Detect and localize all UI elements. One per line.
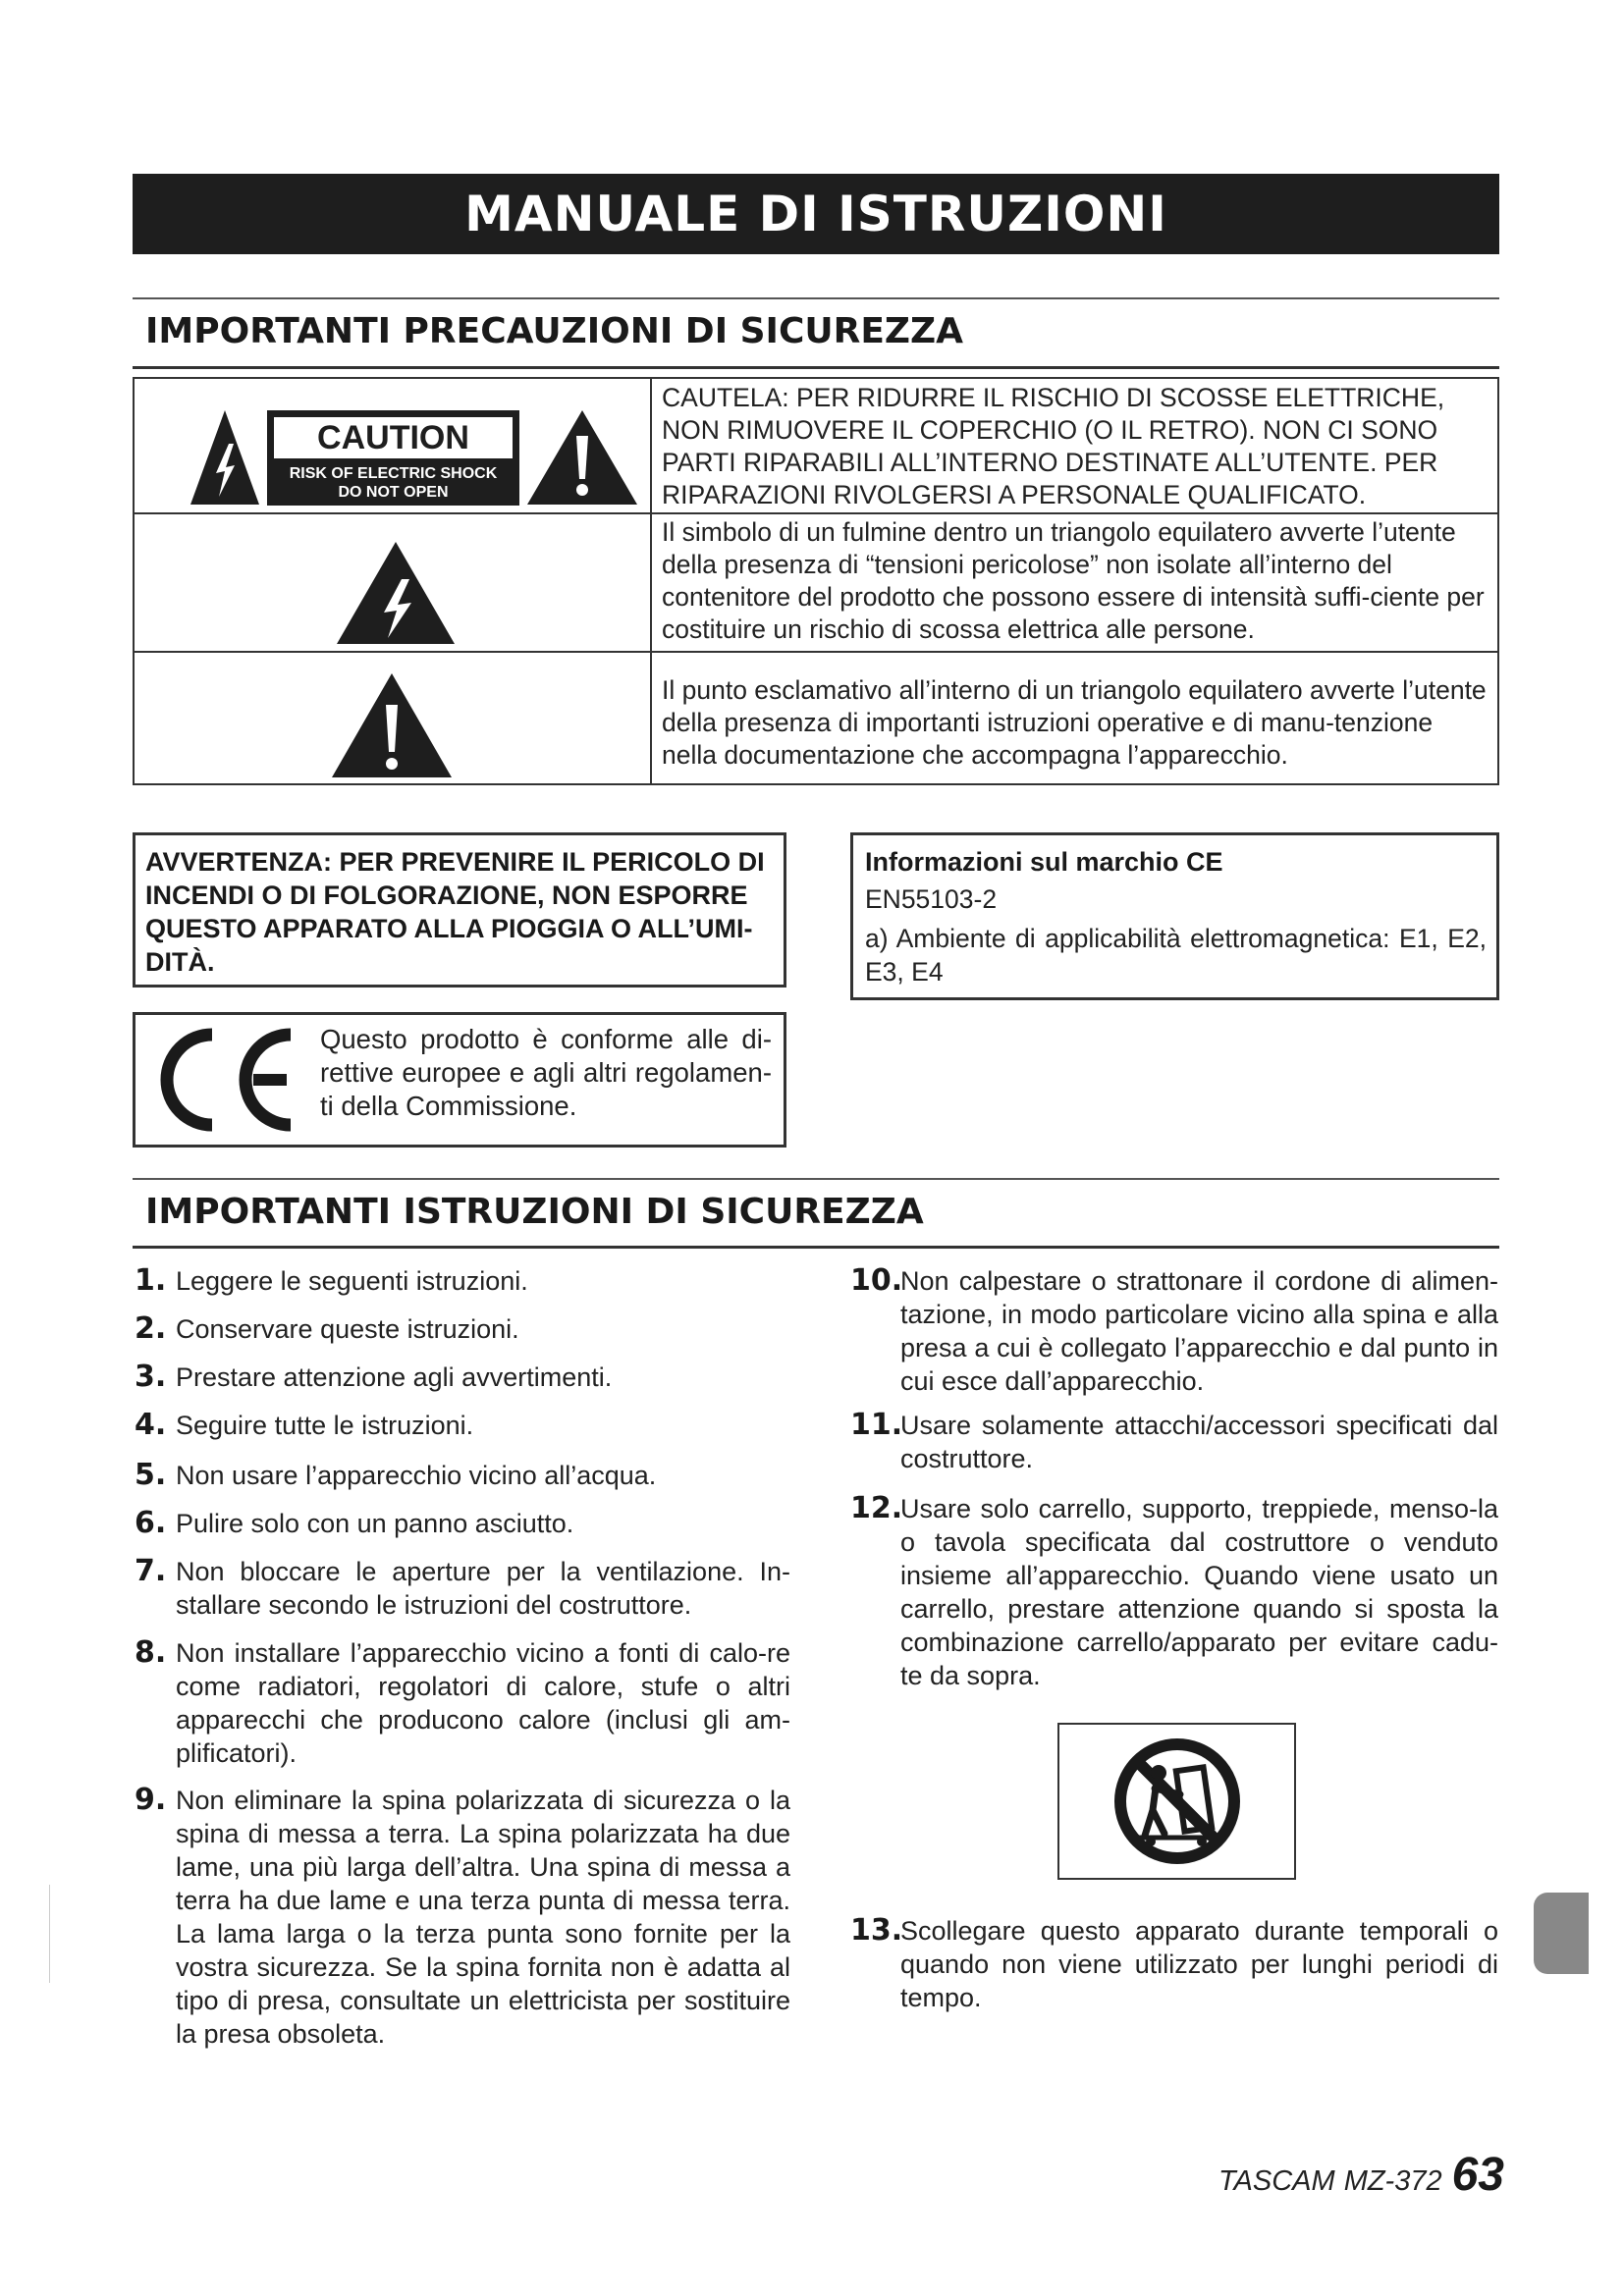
caution-sign	[267, 410, 519, 506]
list-item: 8. Non installare l’apparecchio vicino a fonti di calo-re come radiatori, regolatori di calore, stufe o altri apparecchi che producono calore (inclusi gli am-plificatori).	[135, 1635, 790, 1768]
exclamation-row	[135, 653, 1497, 785]
list-item: 13. Scollegare questo apparato durante temporali o quando non viene utilizzato per lunghi periodi di tempo.	[850, 1913, 1498, 2012]
list-item: 2. Conservare queste istruzioni.	[135, 1311, 519, 1346]
list-item: 11. Usare solamente attacchi/accessori specificati dal costruttore.	[850, 1408, 1498, 1473]
exclamation-triangle-icon	[525, 408, 639, 507]
caution-row	[135, 379, 1497, 514]
list-item: 10. Non calpestare o strattonare il cordone di alimen-tazione, in modo particolare vicino alla spina e alla presa a cui è collegato l’apparecchio e dal punto in cui esce dall’apparecchio.	[850, 1263, 1498, 1396]
list-item: 5. Non usare l’apparecchio vicino all’acqua.	[135, 1458, 657, 1492]
ce-info-standard: EN55103-2	[865, 884, 998, 914]
caution-symbols-cell	[135, 379, 652, 512]
list-item: 12. Usare solo carrello, supporto, treppiede, menso-la o tavola specificata dal costruttore o venduto insieme all’apparecchio. Quando viene usato un carrello, prestare attenzione quando si sposta la combinazione carrello/apparato per evitare cadu-te da sopra.	[850, 1491, 1498, 1690]
list-item: 6. Pulire solo con un panno asciutto.	[135, 1506, 574, 1540]
caution-sign-title: CAUTION	[274, 417, 513, 458]
warning-box	[133, 832, 786, 988]
precautions-heading: IMPORTANTI PRECAUZIONI DI SICUREZZA	[133, 297, 1499, 369]
list-item: 3. Prestare attenzione agli avvertimenti.	[135, 1360, 613, 1394]
caution-sign-subtitle: RISK OF ELECTRIC SHOCK DO NOT OPEN	[289, 465, 498, 501]
footer-model: MZ-372	[1343, 2165, 1442, 2197]
exclamation-triangle-icon	[330, 671, 454, 779]
chapter-tab	[1534, 1893, 1589, 1974]
warning-text: AVVERTENZA: PER PREVENIRE IL PERICOLO DI INCENDI O DI FOLGORAZIONE, NON ESPORRE QUESTO APPARATO ALLA PIOGGIA O ALL’UMI-DITÀ.	[145, 847, 765, 977]
cart-tipping-warning-icon	[1108, 1734, 1247, 1869]
cart-warning-box	[1057, 1723, 1296, 1880]
lightning-row	[135, 514, 1497, 653]
caution-table	[133, 377, 1499, 785]
page-footer	[1218, 2148, 1504, 2202]
instructions-heading: IMPORTANTI ISTRUZIONI DI SICUREZZA	[133, 1178, 1499, 1249]
caution-text: CAUTELA: PER RIDURRE IL RISCHIO DI SCOSSE ELETTRICHE, NON RIMUOVERE IL COPERCHIO (O IL RETRO). NON CI SONO PARTI RIPARABILI ALL’INTERNO DESTINATE ALL’UTENTE. PER RIPARAZIONI RIVOLGERSI A PERSONALE QUALIFICATO.	[662, 383, 1445, 509]
margin-line	[49, 1885, 50, 1983]
ce-info-box	[850, 832, 1499, 1000]
page-title: MANUALE DI ISTRUZIONI	[464, 186, 1167, 242]
page-title-bar	[133, 174, 1499, 254]
lightning-text: Il simbolo di un fulmine dentro un triangolo equilatero avverte l’utente della presenza di “tensioni pericolose” non isolate all’interno del contenitore del prodotto che possono essere di intensità suffi-ciente per costituire un rischio di scossa elettrica alle persone.	[662, 517, 1485, 644]
ce-info-environment: a) Ambiente di applicabilità elettromagnetica: E1, E2, E3, E4	[865, 924, 1487, 987]
list-item: 1. Leggere le seguenti istruzioni.	[135, 1263, 528, 1298]
ce-conformity-text: Questo prodotto è conforme alle di-rettive europee e agli altri regolamen-ti della Commissione.	[320, 1024, 772, 1121]
lightning-triangle-icon	[335, 540, 457, 646]
list-item: 7. Non bloccare le aperture per la ventilazione. In-stallare secondo le istruzioni del costruttore.	[135, 1554, 790, 1620]
list-item: 9. Non eliminare la spina polarizzata di sicurezza o la spina di messa a terra. La spina polarizzata ha due lame, una più larga dell’altra. Una spina di messa a terra ha due lame e una terza punta di messa terra. La lama larga o la terza punta sono fornite per la vostra sicurezza. Se la spina fornita non è adatta al tipo di presa, consultate un elettricista per sostituire la presa obsoleta.	[135, 1783, 790, 2049]
page-number: 63	[1451, 2149, 1504, 2201]
footer-brand: TASCAM	[1218, 2165, 1335, 2197]
list-item: 4. Seguire tutte le istruzioni.	[135, 1408, 474, 1442]
ce-info-heading: Informazioni sul marchio CE	[865, 847, 1223, 877]
ce-conformity-box	[133, 1012, 786, 1148]
ce-mark-icon	[153, 1025, 300, 1135]
lightning-triangle-icon	[189, 408, 260, 507]
exclamation-text: Il punto esclamativo all’interno di un triangolo equilatero avverte l’utente della presenza di importanti istruzioni operative e di manu-tenzione nella documentazione che accompagna l’apparecchio.	[662, 675, 1487, 770]
